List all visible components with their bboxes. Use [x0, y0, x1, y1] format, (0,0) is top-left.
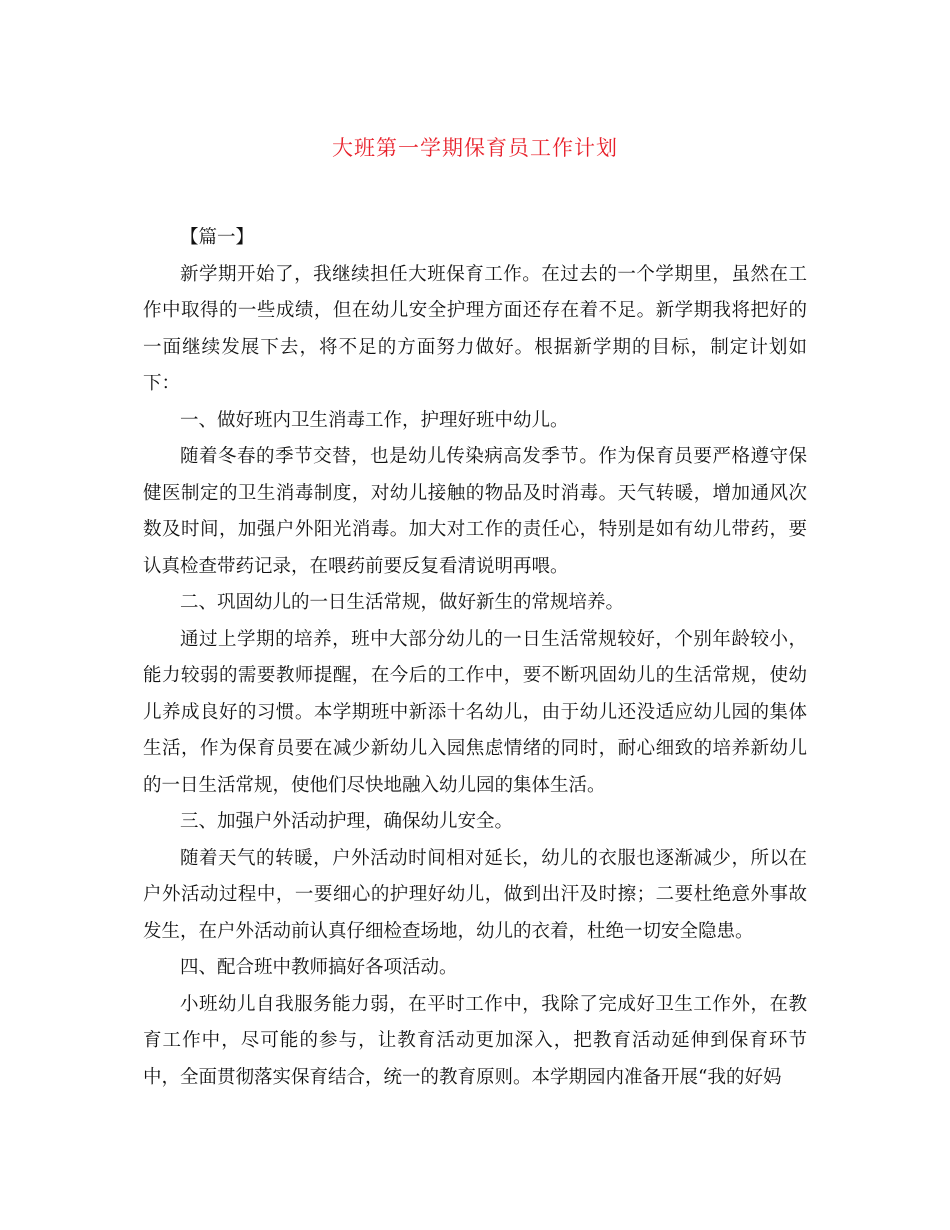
heading-3: 三、加强户外活动护理，确保幼儿安全。 — [180, 811, 514, 832]
paragraph-3: 随着天气的转暖，户外活动时间相对延长，幼儿的衣服也逐渐减少，所以在户外活动过程中，一要细心的护理好幼儿，做到出汗及时擦；二要杜绝意外事故发生，在户外活动前认真仔细检查场地，幼儿的衣着，杜绝一切安全隐患。 — [143, 847, 807, 942]
paragraph-4: 小班幼儿自我服务能力弱，在平时工作中，我除了完成好卫生工作外，在教育工作中，尽可能的参与，让教育活动更加深入，把教育活动延伸到保育环节中，全面贯彻落实保育结合，统一的教育原则。本学期园内准备开展“我的好妈 — [143, 993, 807, 1088]
heading-2: 二、巩固幼儿的一日生活常规，做好新生的常规培养。 — [180, 592, 625, 613]
document-title: 大班第一学期保育员工作计划 — [332, 136, 618, 160]
heading-4: 四、配合班中教师搞好各项活动。 — [180, 957, 458, 978]
paragraph-1: 随着冬春的季节交替，也是幼儿传染病高发季节。作为保育员要严格遵守保健医制定的卫生消毒制度，对幼儿接触的物品及时消毒。天气转暖，增加通风次数及时间，加强户外阳光消毒。加大对工作的责任心，特别是如有幼儿带药，要认真检查带药记录，在喂药前要反复看清说明再喂。 — [143, 446, 807, 577]
paragraph-2: 通过上学期的培养，班中大部分幼儿的一日生活常规较好，个别年龄较小，能力较弱的需要教师提醒，在今后的工作中，要不断巩固幼儿的生活常规，使幼儿养成良好的习惯。本学期班中新添十名幼儿，由于幼儿还没适应幼儿园的集体生活，作为保育员要在减少新幼儿入园焦虑情绪的同时，耐心细致的培养新幼儿的一日生活常规，使他们尽快地融入幼儿园的集体生活。 — [143, 628, 807, 796]
section-label: 【篇一】 — [180, 227, 255, 248]
document-body — [143, 220, 807, 1096]
paragraph-intro: 新学期开始了，我继续担任大班保育工作。在过去的一个学期里，虽然在工作中取得的一些成绩，但在幼儿安全护理方面还存在着不足。新学期我将把好的一面继续发展下去，将不足的方面努力做好。根据新学期的目标，制定计划如下： — [143, 263, 807, 394]
heading-1: 一、做好班内卫生消毒工作，护理好班中幼儿。 — [180, 409, 569, 431]
